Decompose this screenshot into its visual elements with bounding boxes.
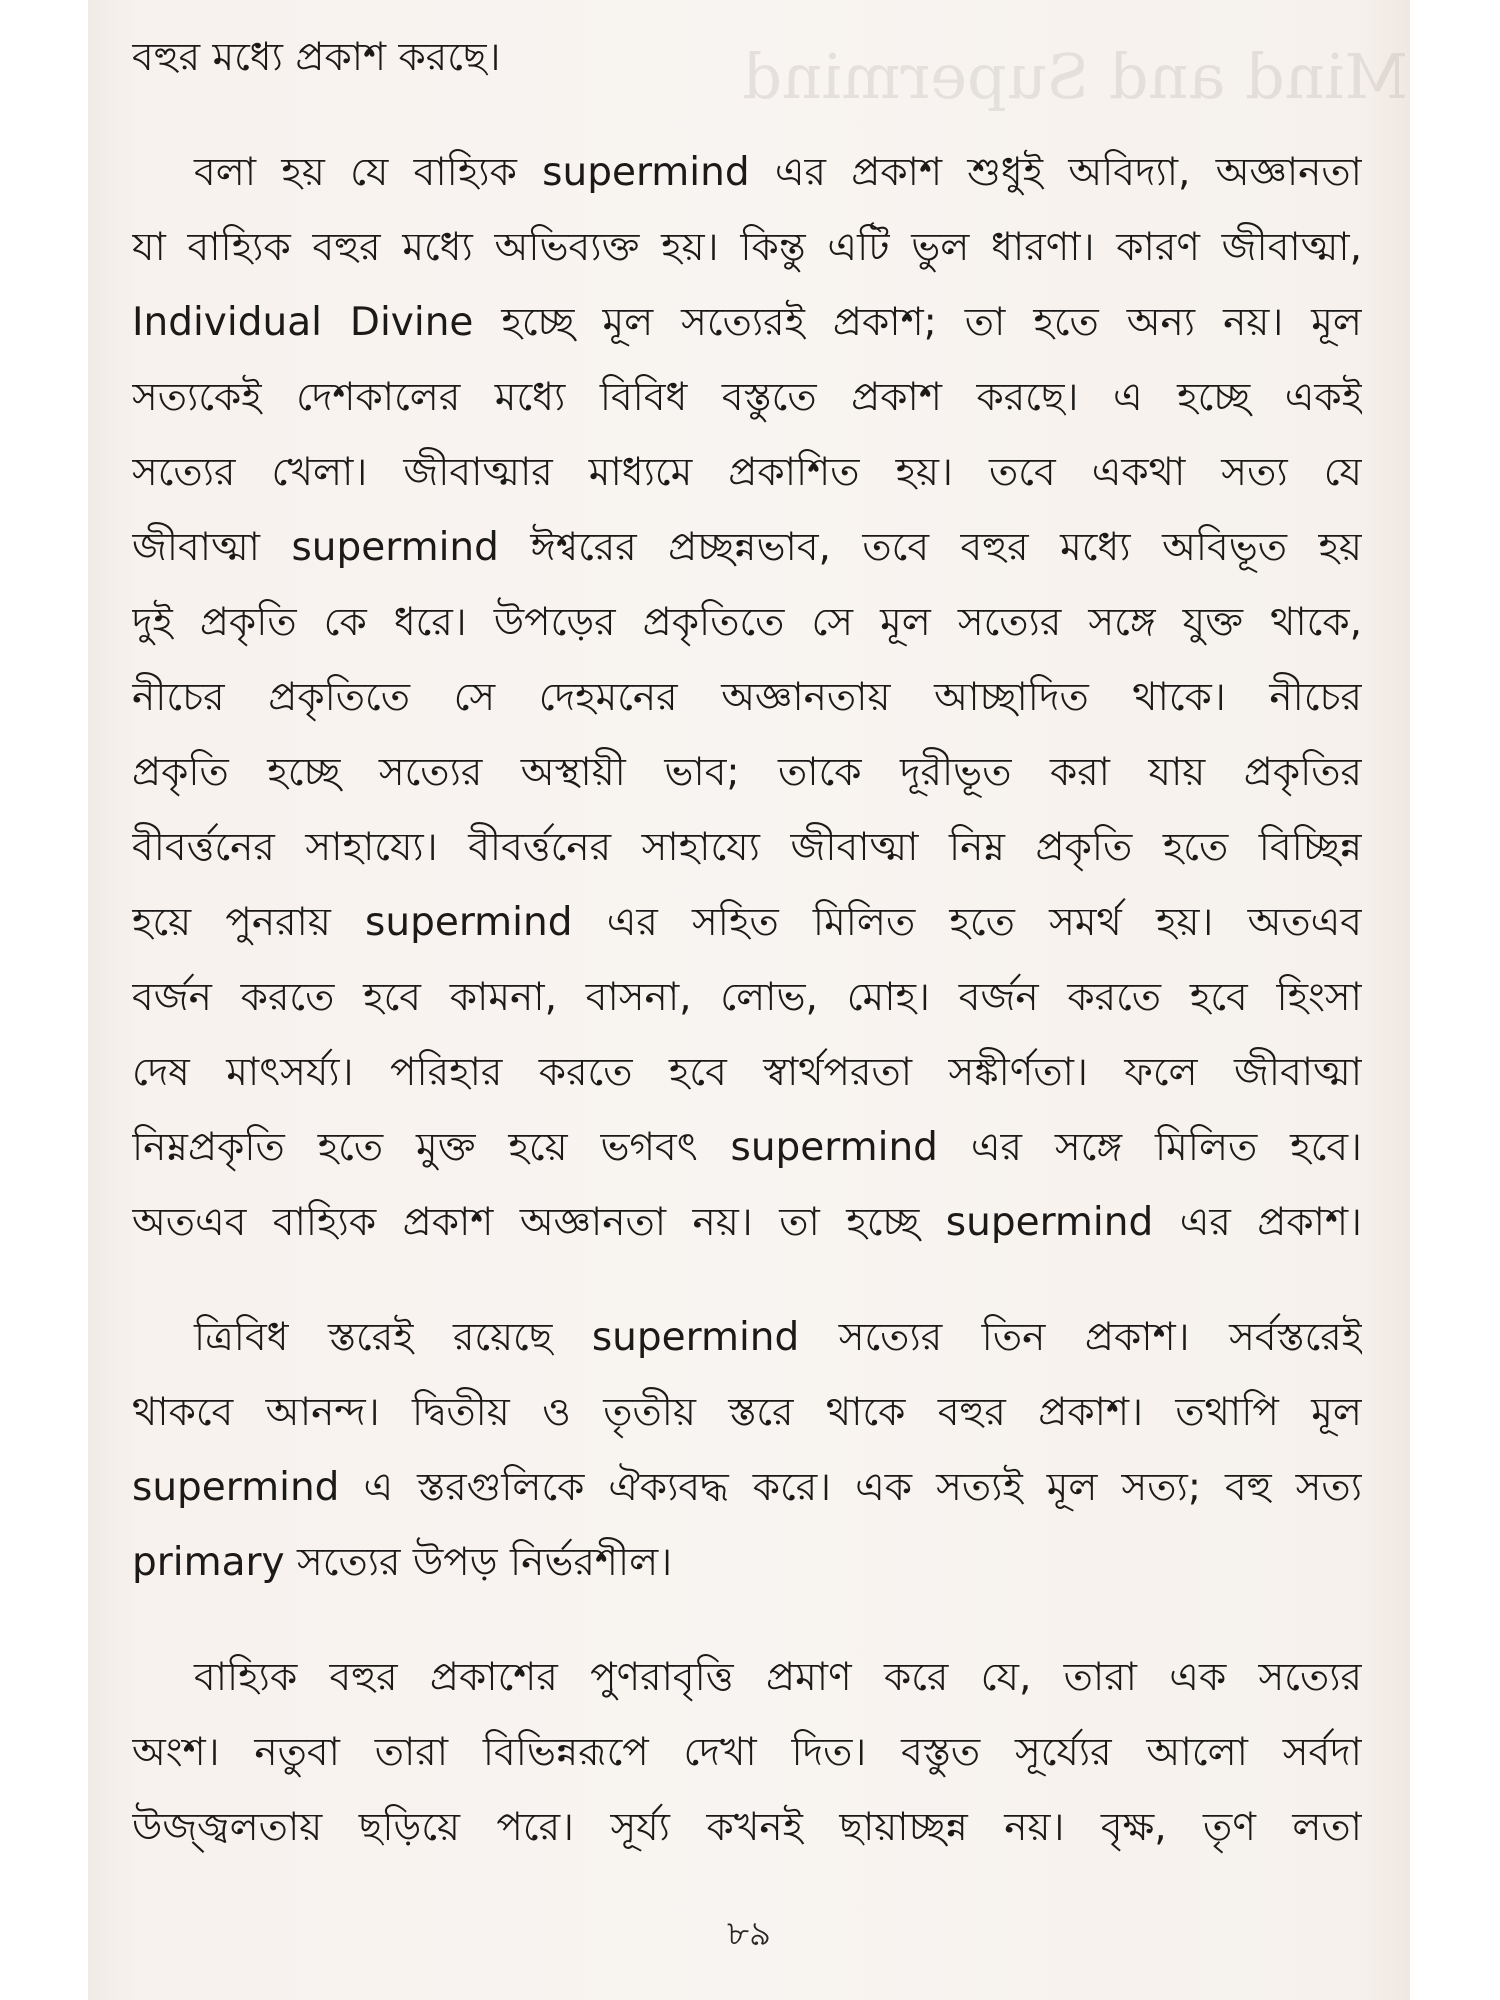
text-line: প্রকৃতি হচ্ছে সত্যের অস্থায়ী ভাব; তাকে দূরীভূত করা যায় প্রকৃতির xyxy=(132,750,1362,795)
text-line: থাকবে আনন্দ। দ্বিতীয় ও তৃতীয় স্তরে থাকে বহুর প্রকাশ। তথাপি মূল xyxy=(132,1390,1362,1435)
text-line: ত্রিবিধ স্তরেই রয়েছে supermind সত্যের তিন প্রকাশ। সর্বস্তরেই xyxy=(194,1315,1362,1360)
text-line: বীবর্ত্তনের সাহায্যে। বীবর্ত্তনের সাহায্যে জীবাত্মা নিম্ন প্রকৃতি হতে বিচ্ছিন্ন xyxy=(132,825,1362,870)
text-line: বর্জন করতে হবে কামনা, বাসনা, লোভ, মোহ। বর্জন করতে হবে হিংসা xyxy=(132,975,1362,1020)
text-line: বাহ্যিক বহুর প্রকাশের পুণরাবৃত্তি প্রমাণ করে যে, তারা এক সত্যের xyxy=(194,1655,1362,1700)
text-line: অংশ। নতুবা তারা বিভিন্নরূপে দেখা দিত। বস্তুত সূর্য্যের আলো সর্বদা xyxy=(132,1730,1362,1775)
text-line: primary সত্যের উপড় নির্ভরশীল। xyxy=(132,1540,673,1585)
page-body xyxy=(132,20,1362,1865)
text-line: সত্যকেই দেশকালের মধ্যে বিবিধ বস্তুতে প্রকাশ করছে। এ হচ্ছে একই xyxy=(132,375,1362,420)
page-number: ৮৯ xyxy=(726,1914,772,1954)
book-page xyxy=(88,0,1410,2000)
text-line: জীবাত্মা supermind ঈশ্বরের প্রচ্ছন্নভাব, তবে বহুর মধ্যে অবিভূত হয় xyxy=(132,525,1362,570)
text-line: দেষ মাৎসর্য্য। পরিহার করতে হবে স্বার্থপরতা সঙ্কীর্ণতা। ফলে জীবাত্মা xyxy=(132,1050,1362,1095)
text-line: বলা হয় যে বাহ্যিক supermind এর প্রকাশ শুধুই অবিদ্যা, অজ্ঞানতা xyxy=(194,150,1362,195)
text-line: হয়ে পুনরায় supermind এর সহিত মিলিত হতে সমর্থ হয়। অতএব xyxy=(132,900,1362,945)
text-line: নিম্নপ্রকৃতি হতে মুক্ত হয়ে ভগবৎ supermind এর সঙ্গে মিলিত হবে। xyxy=(132,1125,1362,1170)
text-line: নীচের প্রকৃতিতে সে দেহমনের অজ্ঞানতায় আচ্ছাদিত থাকে। নীচের xyxy=(132,675,1362,720)
text-line: বহুর মধ্যে প্রকাশ করছে। xyxy=(132,35,501,80)
text-line: Individual Divine হচ্ছে মূল সত্যেরই প্রকাশ; তা হতে অন্য নয়। মূল xyxy=(132,300,1362,345)
show-through-text: Mind and Supermind xyxy=(742,40,1408,113)
text-line: যা বাহ্যিক বহুর মধ্যে অভিব্যক্ত হয়। কিন্তু এটি ভুল ধারণা। কারণ জীবাত্মা, xyxy=(132,225,1362,270)
text-line: অতএব বাহ্যিক প্রকাশ অজ্ঞানতা নয়। তা হচ্ছে supermind এর প্রকাশ। xyxy=(132,1200,1362,1245)
text-line: দুই প্রকৃতি কে ধরে। উপড়ের প্রকৃতিতে সে মূল সত্যের সঙ্গে যুক্ত থাকে, xyxy=(132,600,1362,645)
text-line: supermind এ স্তরগুলিকে ঐক্যবদ্ধ করে। এক সত্যই মূল সত্য; বহু সত্য xyxy=(132,1465,1362,1510)
text-line: উজ্জ্বলতায় ছড়িয়ে পরে। সূর্য্য কখনই ছায়াচ্ছন্ন নয়। বৃক্ষ, তৃণ লতা xyxy=(132,1805,1362,1850)
text-line: সত্যের খেলা। জীবাত্মার মাধ্যমে প্রকাশিত হয়। তবে একথা সত্য যে xyxy=(132,450,1362,495)
